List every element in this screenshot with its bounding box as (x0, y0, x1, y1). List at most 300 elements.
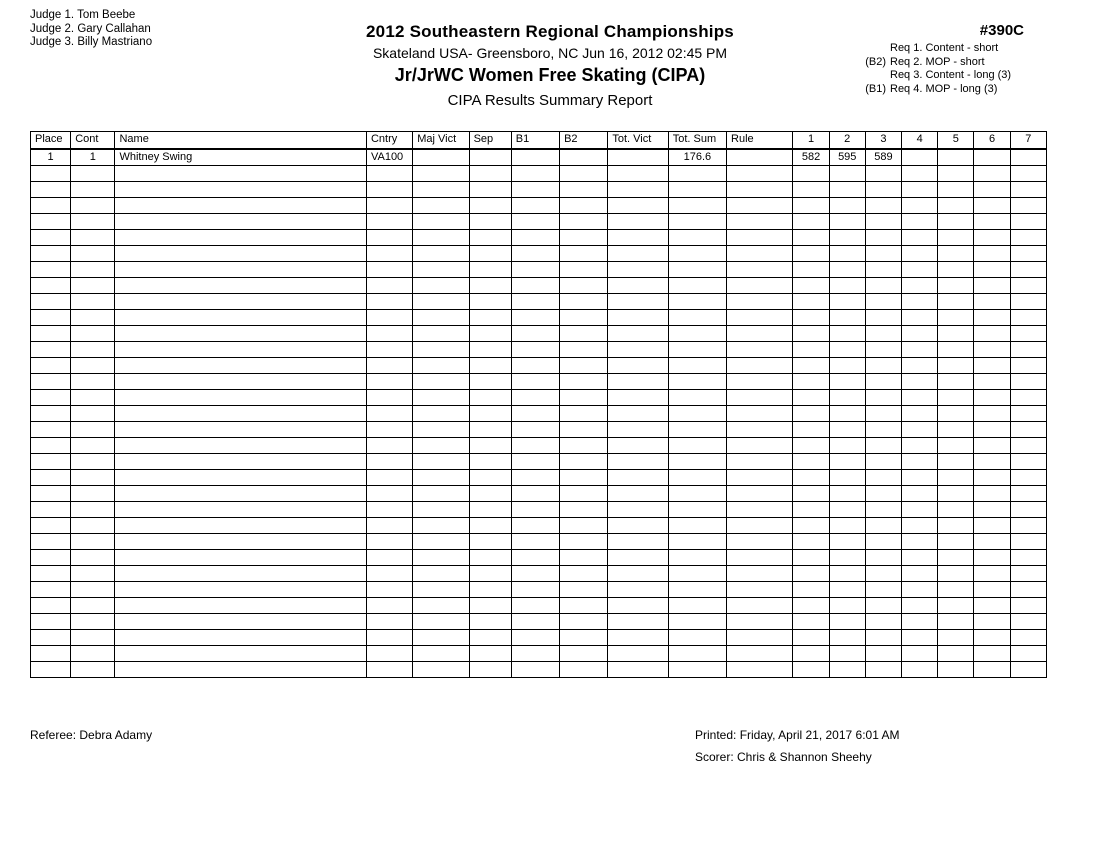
empty-cell (366, 277, 412, 293)
empty-cell (938, 165, 974, 181)
empty-cell (511, 645, 559, 661)
empty-cell (902, 357, 938, 373)
empty-cell (366, 341, 412, 357)
event-number: #390C (979, 22, 1024, 39)
empty-cell (560, 181, 608, 197)
empty-cell (413, 197, 469, 213)
empty-cell (31, 373, 71, 389)
empty-row (31, 501, 1047, 517)
empty-cell (727, 293, 793, 309)
empty-cell (608, 469, 668, 485)
empty-cell (668, 197, 726, 213)
empty-row (31, 277, 1047, 293)
empty-cell (511, 597, 559, 613)
empty-cell (115, 405, 366, 421)
empty-cell (974, 549, 1010, 565)
empty-cell (608, 325, 668, 341)
empty-cell (366, 581, 412, 597)
empty-cell (829, 389, 865, 405)
empty-cell (31, 645, 71, 661)
empty-cell (511, 261, 559, 277)
empty-cell (31, 437, 71, 453)
empty-cell (1010, 245, 1046, 261)
column-header-cont: Cont (71, 132, 115, 149)
empty-row (31, 181, 1047, 197)
empty-cell (413, 565, 469, 581)
empty-cell (71, 293, 115, 309)
printed-line: Printed: Friday, April 21, 2017 6:01 AM (695, 728, 900, 742)
empty-cell (668, 613, 726, 629)
empty-cell (560, 261, 608, 277)
empty-cell (793, 261, 829, 277)
empty-cell (902, 597, 938, 613)
empty-cell (366, 165, 412, 181)
empty-cell (366, 533, 412, 549)
empty-cell (608, 533, 668, 549)
empty-cell (974, 245, 1010, 261)
empty-cell (560, 581, 608, 597)
empty-cell (560, 469, 608, 485)
requirement-line-1 (852, 42, 1024, 56)
empty-cell (793, 517, 829, 533)
empty-cell (31, 181, 71, 197)
empty-cell (71, 469, 115, 485)
empty-cell (938, 405, 974, 421)
empty-cell (865, 517, 901, 533)
empty-cell (115, 485, 366, 501)
empty-cell (865, 341, 901, 357)
empty-cell (902, 181, 938, 197)
empty-cell (668, 325, 726, 341)
empty-cell (727, 565, 793, 581)
empty-cell (31, 485, 71, 501)
empty-cell (668, 549, 726, 565)
empty-cell (829, 581, 865, 597)
empty-cell (71, 645, 115, 661)
empty-cell (413, 661, 469, 677)
empty-cell (366, 389, 412, 405)
empty-cell (608, 629, 668, 645)
empty-cell (829, 261, 865, 277)
empty-cell (31, 661, 71, 677)
empty-cell (902, 661, 938, 677)
empty-cell (366, 645, 412, 661)
empty-cell (902, 373, 938, 389)
empty-cell (413, 165, 469, 181)
empty-cell (793, 405, 829, 421)
empty-cell (115, 357, 366, 373)
empty-cell (71, 341, 115, 357)
empty-cell (31, 341, 71, 357)
table-header-row (31, 132, 1047, 149)
empty-cell (511, 661, 559, 677)
empty-cell (793, 453, 829, 469)
empty-cell (902, 421, 938, 437)
empty-cell (71, 165, 115, 181)
empty-cell (668, 485, 726, 501)
empty-cell (938, 261, 974, 277)
empty-cell (865, 549, 901, 565)
empty-cell (115, 421, 366, 437)
empty-cell (608, 597, 668, 613)
column-header-4: 4 (902, 132, 938, 149)
empty-cell (974, 373, 1010, 389)
empty-cell (1010, 613, 1046, 629)
empty-cell (938, 501, 974, 517)
empty-cell (938, 645, 974, 661)
empty-cell (560, 229, 608, 245)
empty-cell (829, 437, 865, 453)
empty-cell (366, 597, 412, 613)
empty-row (31, 629, 1047, 645)
empty-cell (511, 277, 559, 293)
empty-cell (115, 181, 366, 197)
cell-row1-col5 (413, 149, 469, 166)
empty-cell (1010, 389, 1046, 405)
empty-cell (902, 261, 938, 277)
empty-cell (902, 245, 938, 261)
empty-cell (974, 213, 1010, 229)
empty-cell (469, 549, 511, 565)
empty-row (31, 341, 1047, 357)
empty-cell (115, 645, 366, 661)
empty-cell (668, 389, 726, 405)
empty-row (31, 229, 1047, 245)
empty-cell (865, 629, 901, 645)
empty-cell (115, 389, 366, 405)
requirement-line-3 (852, 69, 1024, 83)
empty-cell (608, 373, 668, 389)
empty-cell (71, 613, 115, 629)
empty-cell (608, 213, 668, 229)
empty-cell (793, 629, 829, 645)
empty-row (31, 197, 1047, 213)
empty-cell (31, 629, 71, 645)
empty-cell (902, 213, 938, 229)
empty-cell (793, 325, 829, 341)
empty-cell (366, 629, 412, 645)
empty-cell (938, 293, 974, 309)
empty-cell (865, 421, 901, 437)
empty-cell (793, 229, 829, 245)
empty-cell (974, 581, 1010, 597)
empty-cell (902, 293, 938, 309)
empty-cell (560, 341, 608, 357)
empty-cell (71, 373, 115, 389)
empty-cell (974, 389, 1010, 405)
empty-cell (865, 357, 901, 373)
empty-cell (668, 357, 726, 373)
empty-cell (1010, 437, 1046, 453)
empty-row (31, 213, 1047, 229)
empty-cell (413, 517, 469, 533)
empty-row (31, 389, 1047, 405)
empty-cell (938, 357, 974, 373)
empty-cell (31, 245, 71, 261)
empty-cell (668, 629, 726, 645)
requirement-line-4 (852, 83, 1024, 97)
empty-cell (413, 453, 469, 469)
empty-cell (115, 165, 366, 181)
empty-cell (366, 245, 412, 261)
empty-cell (793, 549, 829, 565)
empty-cell (865, 533, 901, 549)
empty-cell (413, 437, 469, 453)
empty-cell (974, 453, 1010, 469)
empty-cell (938, 421, 974, 437)
empty-cell (727, 357, 793, 373)
empty-cell (974, 229, 1010, 245)
empty-cell (560, 613, 608, 629)
empty-cell (865, 261, 901, 277)
empty-cell (865, 373, 901, 389)
empty-row (31, 469, 1047, 485)
empty-cell (1010, 533, 1046, 549)
empty-cell (938, 565, 974, 581)
cell-row1-col14: 589 (865, 149, 901, 166)
empty-cell (829, 197, 865, 213)
empty-cell (31, 581, 71, 597)
empty-cell (668, 533, 726, 549)
empty-cell (469, 501, 511, 517)
empty-cell (511, 341, 559, 357)
empty-cell (938, 181, 974, 197)
empty-row (31, 533, 1047, 549)
empty-cell (938, 229, 974, 245)
empty-cell (727, 165, 793, 181)
empty-cell (413, 533, 469, 549)
empty-cell (608, 389, 668, 405)
empty-cell (469, 485, 511, 501)
empty-cell (668, 421, 726, 437)
empty-cell (366, 197, 412, 213)
empty-cell (865, 469, 901, 485)
empty-cell (511, 437, 559, 453)
empty-cell (469, 453, 511, 469)
empty-cell (469, 229, 511, 245)
column-header-6: 6 (974, 132, 1010, 149)
cell-row1-col17 (974, 149, 1010, 166)
empty-cell (793, 485, 829, 501)
cell-row1-col18 (1010, 149, 1046, 166)
judge-line-1: Judge 1. Tom Beebe (30, 9, 136, 21)
empty-cell (668, 405, 726, 421)
column-header-5: 5 (938, 132, 974, 149)
empty-cell (727, 245, 793, 261)
empty-cell (469, 581, 511, 597)
empty-row (31, 597, 1047, 613)
empty-cell (668, 277, 726, 293)
empty-cell (469, 341, 511, 357)
empty-cell (31, 469, 71, 485)
empty-cell (469, 661, 511, 677)
empty-cell (413, 229, 469, 245)
empty-cell (511, 501, 559, 517)
empty-cell (902, 309, 938, 325)
empty-cell (974, 277, 1010, 293)
empty-cell (366, 405, 412, 421)
empty-cell (1010, 309, 1046, 325)
cell-row1-col6 (469, 149, 511, 166)
empty-cell (31, 293, 71, 309)
empty-row (31, 437, 1047, 453)
empty-cell (366, 453, 412, 469)
referee-line: Referee: Debra Adamy (30, 728, 153, 742)
empty-cell (974, 357, 1010, 373)
empty-cell (727, 661, 793, 677)
empty-cell (974, 645, 1010, 661)
empty-cell (608, 341, 668, 357)
empty-cell (413, 629, 469, 645)
empty-cell (829, 549, 865, 565)
empty-cell (865, 197, 901, 213)
req-text-4: Req 4. MOP - long (3) (890, 82, 998, 95)
empty-cell (938, 437, 974, 453)
empty-cell (31, 533, 71, 549)
empty-cell (560, 325, 608, 341)
empty-cell (71, 309, 115, 325)
empty-cell (902, 565, 938, 581)
empty-cell (115, 293, 366, 309)
empty-cell (115, 373, 366, 389)
empty-cell (608, 181, 668, 197)
empty-cell (668, 645, 726, 661)
empty-cell (71, 325, 115, 341)
empty-cell (71, 549, 115, 565)
empty-cell (727, 309, 793, 325)
empty-cell (366, 261, 412, 277)
empty-cell (793, 245, 829, 261)
empty-cell (413, 293, 469, 309)
empty-cell (727, 229, 793, 245)
empty-cell (413, 373, 469, 389)
empty-cell (902, 229, 938, 245)
empty-cell (366, 357, 412, 373)
empty-cell (974, 165, 1010, 181)
empty-cell (974, 485, 1010, 501)
empty-cell (727, 533, 793, 549)
empty-cell (727, 613, 793, 629)
empty-cell (366, 437, 412, 453)
empty-cell (31, 197, 71, 213)
empty-cell (727, 181, 793, 197)
empty-cell (1010, 277, 1046, 293)
empty-cell (511, 629, 559, 645)
empty-cell (413, 581, 469, 597)
column-header-sep: Sep (469, 132, 511, 149)
cell-row1-col15 (902, 149, 938, 166)
empty-cell (727, 453, 793, 469)
req-prefix-3 (852, 69, 886, 83)
empty-cell (793, 341, 829, 357)
empty-cell (865, 293, 901, 309)
empty-cell (829, 325, 865, 341)
report-name: CIPA Results Summary Report (447, 92, 653, 109)
empty-cell (668, 565, 726, 581)
empty-cell (668, 373, 726, 389)
empty-cell (71, 277, 115, 293)
empty-cell (469, 293, 511, 309)
empty-cell (938, 629, 974, 645)
empty-cell (865, 309, 901, 325)
empty-cell (974, 181, 1010, 197)
empty-cell (668, 501, 726, 517)
empty-row (31, 485, 1047, 501)
column-header-b1: B1 (511, 132, 559, 149)
empty-cell (974, 325, 1010, 341)
empty-cell (71, 453, 115, 469)
empty-cell (1010, 597, 1046, 613)
empty-cell (793, 421, 829, 437)
empty-cell (115, 277, 366, 293)
empty-cell (413, 341, 469, 357)
empty-cell (938, 277, 974, 293)
empty-cell (1010, 549, 1046, 565)
empty-cell (668, 309, 726, 325)
cell-row1-col1: 1 (31, 149, 71, 166)
empty-cell (1010, 645, 1046, 661)
empty-cell (511, 213, 559, 229)
empty-cell (1010, 181, 1046, 197)
empty-cell (469, 213, 511, 229)
empty-cell (668, 597, 726, 613)
empty-cell (608, 437, 668, 453)
empty-cell (668, 469, 726, 485)
empty-cell (115, 309, 366, 325)
empty-cell (608, 453, 668, 469)
empty-cell (668, 453, 726, 469)
empty-cell (31, 261, 71, 277)
empty-cell (727, 581, 793, 597)
empty-cell (938, 581, 974, 597)
empty-cell (668, 261, 726, 277)
empty-cell (727, 213, 793, 229)
empty-cell (71, 405, 115, 421)
empty-cell (560, 629, 608, 645)
empty-cell (511, 325, 559, 341)
empty-cell (31, 389, 71, 405)
empty-cell (974, 565, 1010, 581)
empty-cell (727, 469, 793, 485)
empty-cell (902, 485, 938, 501)
empty-cell (31, 405, 71, 421)
empty-cell (560, 405, 608, 421)
empty-cell (560, 501, 608, 517)
empty-cell (608, 245, 668, 261)
empty-cell (366, 373, 412, 389)
empty-cell (115, 501, 366, 517)
empty-cell (608, 501, 668, 517)
empty-cell (366, 661, 412, 677)
empty-cell (829, 517, 865, 533)
empty-cell (865, 485, 901, 501)
empty-cell (974, 597, 1010, 613)
empty-cell (469, 645, 511, 661)
empty-cell (71, 421, 115, 437)
empty-row (31, 165, 1047, 181)
empty-cell (31, 613, 71, 629)
empty-cell (974, 629, 1010, 645)
empty-cell (511, 565, 559, 581)
empty-cell (469, 437, 511, 453)
empty-cell (865, 229, 901, 245)
empty-row (31, 581, 1047, 597)
empty-cell (71, 389, 115, 405)
empty-cell (974, 405, 1010, 421)
empty-cell (938, 309, 974, 325)
empty-cell (511, 453, 559, 469)
req-text-3: Req 3. Content - long (3) (890, 69, 1012, 81)
